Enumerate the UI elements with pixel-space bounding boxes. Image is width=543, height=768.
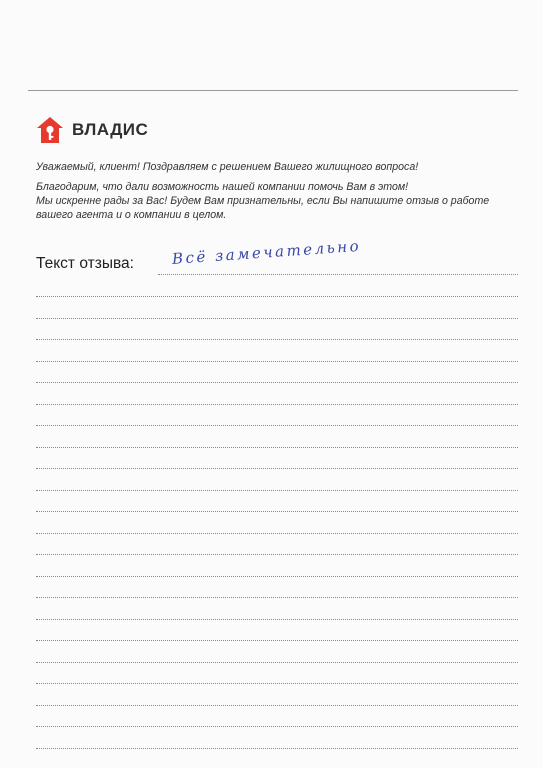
writing-line	[36, 511, 518, 512]
request-line: Мы искренне рады за Вас! Будем Вам признательны, если Вы напишите отзыв о работе	[36, 195, 490, 207]
writing-line	[36, 597, 518, 598]
writing-line	[36, 640, 518, 641]
writing-line	[36, 533, 518, 534]
writing-line	[36, 447, 518, 448]
writing-line	[36, 468, 518, 469]
writing-line	[36, 554, 518, 555]
brand-name: ВЛАДИС	[72, 120, 149, 139]
review-label: Текст отзыва:	[36, 255, 134, 272]
writing-line	[36, 490, 518, 491]
request-line-continued: вашего агента и о компании в целом.	[36, 209, 227, 221]
writing-line	[36, 296, 518, 297]
writing-line	[36, 361, 518, 362]
writing-line	[36, 662, 518, 663]
writing-line	[36, 404, 518, 405]
greeting-line: Уважаемый, клиент! Поздравляем с решением Вашего жилищного вопроса!	[36, 161, 419, 173]
writing-line	[36, 619, 518, 620]
writing-line	[36, 318, 518, 319]
writing-line	[36, 576, 518, 577]
writing-line	[36, 726, 518, 727]
writing-line	[36, 339, 518, 340]
writing-line	[36, 705, 518, 706]
handwritten-review: Всё замечательно	[171, 236, 362, 268]
writing-line	[36, 748, 518, 749]
writing-line	[36, 382, 518, 383]
writing-line	[36, 683, 518, 684]
writing-line	[158, 274, 518, 275]
thanks-line: Благодарим, что дали возможность нашей компании помочь Вам в этом!	[36, 181, 409, 193]
writing-line	[36, 425, 518, 426]
